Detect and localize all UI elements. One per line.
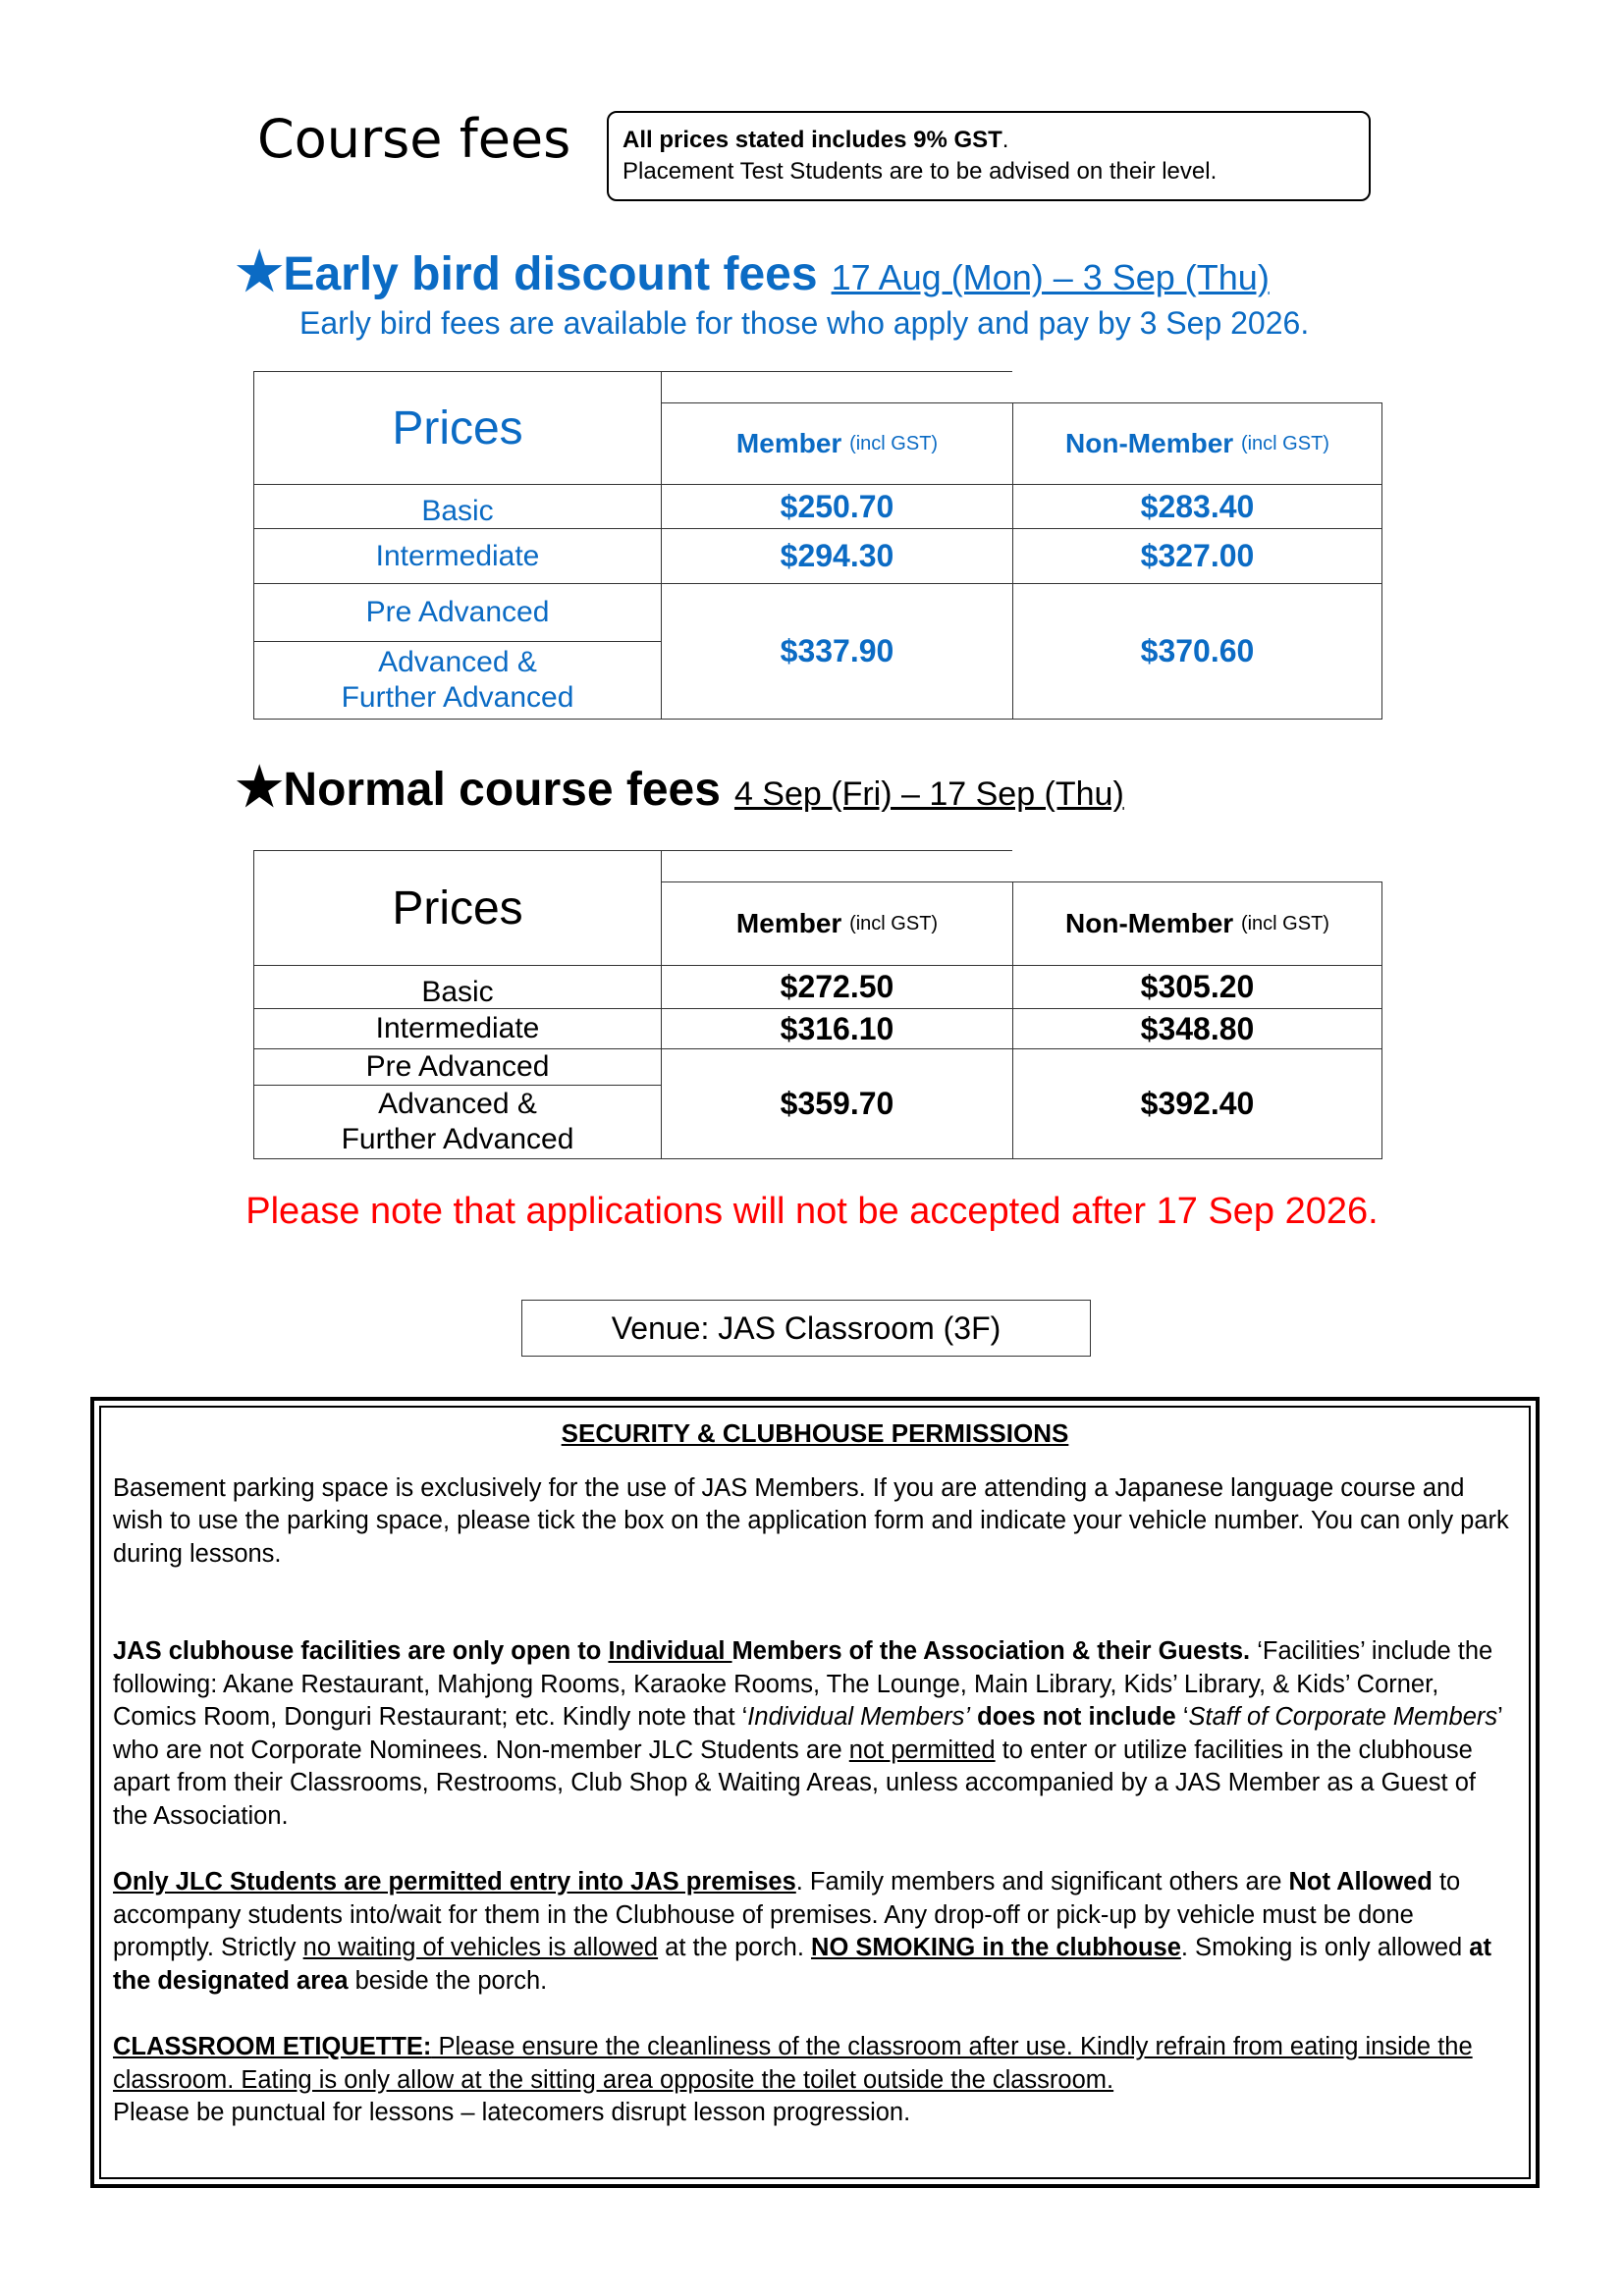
header-spacer <box>661 850 1012 883</box>
header-spacer <box>661 371 1012 404</box>
security-box <box>99 1406 1531 2179</box>
price-nonmember-advanced: $370.60 <box>1012 583 1382 720</box>
price-member-basic: $272.50 <box>661 965 1013 1009</box>
prices-header: Prices <box>253 371 662 485</box>
entry-paragraph: Only JLC Students are permitted entry into JAS premises. Family members and significant others are Not Allowed to accompany students into/wait for them in the Clubhouse of premises. Any drop-off or pick-up by vehicle must be done promptly. Strictly no waiting of vehicles is allowed at the porch. NO SMOKING in the clubhouse. Smoking is only allowed at the designated area beside the porch. <box>113 1868 1491 1995</box>
price-nonmember-basic: $283.40 <box>1012 484 1382 529</box>
early-bird-heading <box>236 240 1270 302</box>
normal-fees-title: Normal course fees <box>283 764 721 816</box>
early-bird-subline: Early bird fees are available for those who apply and pay by 3 Sep 2026. <box>299 305 1310 341</box>
gst-note-line1: All prices stated includes 9% GST. <box>623 127 1009 153</box>
level-intermediate: Intermediate <box>253 528 662 584</box>
facilities-paragraph: JAS clubhouse facilities are only open to Individual Members of the Association & their Guests. ‘Facilities’ include the following: Akane Restaurant, Mahjong Rooms, Karaoke Rooms, The Lounge, Main Library, Kids’ Library, & Kids’ Corner, Comics Room, Donguri Restaurant; etc. Kindly note that ‘Individual Members’ does not include ‘Staff of Corporate Members’ who are not Corporate Nominees. Non-member JLC Students are not permitted to enter or utilize facilities in the clubhouse apart from their Classrooms, Restrooms, Club Shop & Waiting Areas, unless accompanied by a JAS Member as a Guest of the Association. <box>113 1637 1502 1830</box>
price-nonmember-intermediate: $327.00 <box>1012 528 1382 584</box>
normal-fees-heading <box>236 756 1124 818</box>
price-member-intermediate: $294.30 <box>661 528 1013 584</box>
level-basic: Basic <box>253 484 662 529</box>
price-member-intermediate: $316.10 <box>661 1008 1013 1049</box>
price-member-basic: $250.70 <box>661 484 1013 529</box>
level-intermediate: Intermediate <box>253 1008 662 1049</box>
level-advanced: Advanced & Further Advanced <box>253 641 662 720</box>
level-advanced: Advanced & Further Advanced <box>253 1085 662 1159</box>
price-nonmember-basic: $305.20 <box>1012 965 1382 1009</box>
venue-box: Venue: JAS Classroom (3F) <box>521 1300 1091 1357</box>
prices-header: Prices <box>253 850 662 966</box>
price-member-advanced: $337.90 <box>661 583 1013 720</box>
price-nonmember-intermediate: $348.80 <box>1012 1008 1382 1049</box>
nonmember-column-header: Non-Member (incl GST) <box>1012 881 1382 966</box>
normal-fees-dates: 4 Sep (Fri) – 17 Sep (Thu) <box>733 775 1124 813</box>
page-title: Course fees <box>257 108 571 170</box>
level-pre-advanced: Pre Advanced <box>253 1048 662 1086</box>
star-icon: ★ <box>236 758 284 817</box>
price-member-advanced: $359.70 <box>661 1048 1013 1159</box>
gst-note-line2: Placement Test Students are to be advised on their level. <box>623 158 1218 185</box>
early-bird-title: Early bird discount fees <box>283 248 818 300</box>
level-basic: Basic <box>253 965 662 1009</box>
member-column-header: Member (incl GST) <box>661 402 1013 485</box>
price-nonmember-advanced: $392.40 <box>1012 1048 1382 1159</box>
parking-paragraph: Basement parking space is exclusively for the use of JAS Members. If you are attending a Japanese language course and wish to use the parking space, please tick the box on the application form and indicate your vehicle number. You can only park during lessons. <box>113 1473 1509 1568</box>
etiquette-paragraph: CLASSROOM ETIQUETTE: Please ensure the cleanliness of the classroom after use. Kindly refrain from eating inside the classroom. Eating is only allow at the sitting area opposite the toilet outside the classroom. Please be punctual for lessons – latecomers disrupt lesson progression. <box>113 2033 1473 2126</box>
gst-note-box <box>607 111 1371 201</box>
security-title: SECURITY & CLUBHOUSE PERMISSIONS <box>561 1418 1069 1448</box>
application-deadline-notice: Please note that applications will not be accepted after 17 Sep 2026. <box>245 1191 1379 1232</box>
member-column-header: Member (incl GST) <box>661 881 1013 966</box>
early-bird-dates: 17 Aug (Mon) – 3 Sep (Thu) <box>831 257 1270 297</box>
star-icon: ★ <box>236 242 284 301</box>
level-pre-advanced: Pre Advanced <box>253 583 662 642</box>
nonmember-column-header: Non-Member (incl GST) <box>1012 402 1382 485</box>
